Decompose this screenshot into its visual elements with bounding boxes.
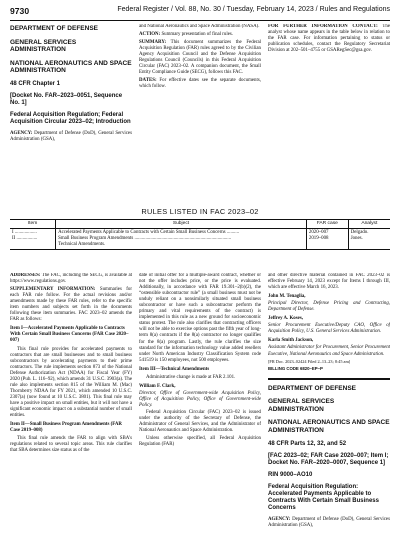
department-heading: DEPARTMENT OF DEFENSE	[10, 25, 98, 32]
signatory-jackson-role: Assistant Administrator for Procurement, Senior Procurement Executive, National Aeronautics and Space Administration.	[268, 345, 390, 357]
addresses-label: ADDRESSES:	[10, 273, 41, 278]
item-3-heading: Item III—Technical Amendments	[139, 366, 210, 372]
cfr-citation-2: 48 CFR Parts 12, 32, and 52	[268, 440, 347, 447]
signatory-jackson: Karla Smith Jackson,	[268, 338, 314, 344]
item-1-heading: Item I—Accelerated Payments Applicable to Contracts With Certain Small Business Concerns (FAR Case 2020–007)	[10, 326, 129, 344]
page-header	[10, 6, 390, 21]
addresses-paragraph	[10, 273, 132, 285]
item-3-text: Administrative change is made at FAR 2.101.	[146, 374, 236, 380]
action-paragraph	[139, 32, 261, 38]
supplementary-paragraph	[10, 287, 132, 323]
document-title-2: Federal Acquisition Regulation: Accelerated Payments Applicable to Contracts With Certain Small Business Concerns	[268, 483, 379, 511]
agency-label-2: AGENCY:	[268, 516, 291, 522]
cell-analysts: Delgado. Jones.	[348, 229, 390, 250]
effective-paragraph: Unless otherwise specified, all Federal Acquisition Regulation (FAR)	[139, 436, 261, 448]
effective-continued: and other directive material contained in FAC 2023–02 is effective February 14, 2023 except for Items I through III, which are effective March 16, 2023.	[268, 273, 390, 291]
signatory-koses: Jeffrey A. Koses,	[268, 316, 303, 322]
table-header-row	[10, 220, 390, 229]
supplementary-text: Summaries for each FAR rule follow. For the actual revisions and/or amendments made by these FAR rules, refer to the specific item numbers and subjects set forth in the documents following these item summaries. FAC 2023–02 amends the FAR as follows:	[10, 287, 132, 323]
summary-label: SUMMARY:	[139, 40, 167, 46]
column-3	[268, 24, 390, 231]
signatory-clark: William F. Clark,	[139, 383, 176, 389]
header-analyst: Analyst	[348, 220, 390, 229]
agency-paragraph	[10, 131, 132, 143]
agency-text-2: Department of Defense (DoD), General Services Administration (GSA),	[268, 516, 390, 528]
supplementary-label: SUPPLEMENTARY INFORMATION:	[10, 287, 96, 293]
action-label: ACTION:	[139, 32, 161, 38]
dates-text: For effective dates see the separate documents, which follow.	[139, 78, 261, 90]
column-4	[10, 273, 132, 531]
cfr-citation: 48 CFR Chapter 1	[10, 80, 61, 87]
addresses-text: The FAC, including the SECG, is available at https://www.regulations.gov.	[10, 273, 132, 285]
page-number: 9730	[10, 6, 30, 16]
document-title: Federal Acquisition Regulation; Federal Acquisition Circular 2023–02; Introduction	[10, 111, 131, 125]
rin-number: RIN 9000–AO10	[268, 471, 313, 478]
header-far-case: FAR case	[306, 220, 348, 229]
agency-continued: and National Aeronautics and Space Administration (NASA).	[139, 24, 260, 29]
summary-paragraph	[139, 40, 261, 76]
item-2-text-continued: date of initial offer for a multiple-award contract, whether or not the offer includes price, or the price is evaluated. Additionally, in accordance with FAR 19.301–2(b)(2), the “ostensible subcontractor rule” (a small business must not be unduly reliant on a nonsimilarly situated small business subcontractor or have such a subcontractor perform the primary and vital requirements of the contract) is implemented in this rule as a new ground for socioeconomic status protest. The rule also clarifies that contracting officers will not be able to exercise options past the fifth year of long-term 8(a) contracts if the 8(a) contractor no longer qualifies for the 8(a) program. Lastly, the rule clarifies the size standard for the information technology value added resellers under North American Industry Classification System code 541519 is 150 employees, not 500 employees.	[139, 273, 261, 363]
agency-heading-nasa-2: NATIONAL AERONAUTICS AND SPACE ADMINISTRATION	[268, 419, 390, 435]
cell-items: I .................. II .................	[10, 229, 56, 250]
signatory-koses-role: Senior Procurement Executive/Deputy CAO, Office of Acquisition Policy, U.S. General Services Administration.	[268, 323, 390, 335]
item-1-text: This final rule provides for accelerated payments to contractors that are small businesses and to small business subcontractors by accelerating payments to their prime contractors. The rule implements section 873 of the National Defense Authorization Act (NDAA) for Fiscal Year (FY) 2020 (Pub. L. 116–92), which amends 31 U.S.C. 3903(a). The rule also implements section 815 of the William M. (Mac) Thornberry NDAA for FY 2021, which amended 10 U.S.C. 2307(a) (now found at 10 U.S.C. 3801). This final rule may have a positive impact on small entities, but it will not have a significant economic impact on a substantial number of small entities.	[10, 346, 132, 419]
action-text: Summary presentation of final rules.	[161, 32, 234, 38]
agency-heading-nasa: NATIONAL AERONAUTICS AND SPACE ADMINISTRATION	[10, 59, 132, 75]
cell-subjects: Accelerated Payments Applicable to Contracts with Certain Small Business Concerns .......... Small Business Program Amendments ............................................................................... Technical Amendments.	[56, 229, 307, 250]
docket-number-2: [FAC 2023–02; FAR Case 2020–007; Item I; Docket No. FAR–2020–0007, Sequence 1]	[268, 452, 389, 466]
signatory-clark-role: Director, Office of Government-wide Acquisition Policy, Office of Acquisition Policy, Office of Government-wide Policy.	[139, 390, 261, 408]
summary-text: This document summarizes the Federal Acquisition Regulation (FAR) rules agreed to by the Civilian Agency Acquisition Council and the Defense Acquisition Regulations Council (Councils) in this Federal Acquisition Circular (FAC) 2023–02. A companion document, the Small Entity Compliance Guide (SECG), follows this FAC.	[139, 40, 261, 76]
header-subject: Subject	[56, 220, 307, 229]
table-row	[10, 229, 390, 250]
fr-doc-line: [FR Doc. 2023–02424 Filed 2–13–23; 8:45 am]	[268, 358, 351, 364]
dates-paragraph	[139, 78, 261, 90]
cell-far-cases: 2020–007 2019–008	[306, 229, 348, 250]
column-6	[268, 273, 390, 531]
agency-paragraph-2	[268, 517, 390, 529]
agency-heading-gsa-2: GENERAL SERVICES ADMINISTRATION	[268, 398, 335, 413]
contact-label: FOR FURTHER INFORMATION CONTACT:	[268, 24, 378, 29]
item-2-heading: Item II—Small Business Program Amendments (FAR Case 2019–008)	[10, 422, 122, 434]
agency-heading-gsa: GENERAL SERVICES ADMINISTRATION	[10, 38, 77, 54]
agency-text: Department of Defense (DoD), General Services Administration (GSA),	[10, 130, 132, 143]
section-divider	[268, 378, 390, 380]
docket-number: [Docket No. FAR–2023–0051, Sequence No. 1]	[10, 92, 123, 106]
rules-table	[10, 219, 390, 250]
agency-label: AGENCY:	[10, 130, 33, 136]
running-title: Federal Register / Vol. 88, No. 30 / Tuesday, February 14, 2023 / Rules and Regulations	[117, 6, 390, 13]
contact-paragraph	[268, 24, 390, 54]
signatory-tenaglia-role: Principal Director, Defense Pricing and Contracting, Department of Defense.	[268, 301, 390, 313]
column-2	[139, 24, 261, 231]
signatory-tenaglia: John M. Tenaglia,	[268, 294, 306, 300]
header-item: Item	[10, 220, 56, 229]
authority-paragraph: Federal Acquisition Circular (FAC) 2023–02 is issued under the authority of the Secretary of Defense, the Administrator of General Services, and the Administrator of National Aeronautics and Space Administration.	[139, 409, 261, 434]
contact-text: The analyst whose name appears in the table below in relation to the FAR case. For information pertaining to status or publication schedules, contact the Regulatory Secretariat Division at 202–501–4755 or GSARegSec@gsa.gov.	[268, 24, 390, 54]
column-5	[139, 273, 261, 531]
billing-code: BILLING CODE 6820–EP–P	[268, 365, 323, 371]
column-1	[10, 24, 132, 231]
table-caption: RULES LISTED IN FAC 2023–02	[141, 207, 259, 216]
dates-label: DATES:	[139, 78, 157, 84]
department-heading-2: DEPARTMENT OF DEFENSE	[268, 384, 356, 392]
item-2-text: This final rule amends the FAR to align with SBA’s regulations related to several topic areas. This rule clarifies that SBA determines size status as of the	[10, 436, 132, 454]
